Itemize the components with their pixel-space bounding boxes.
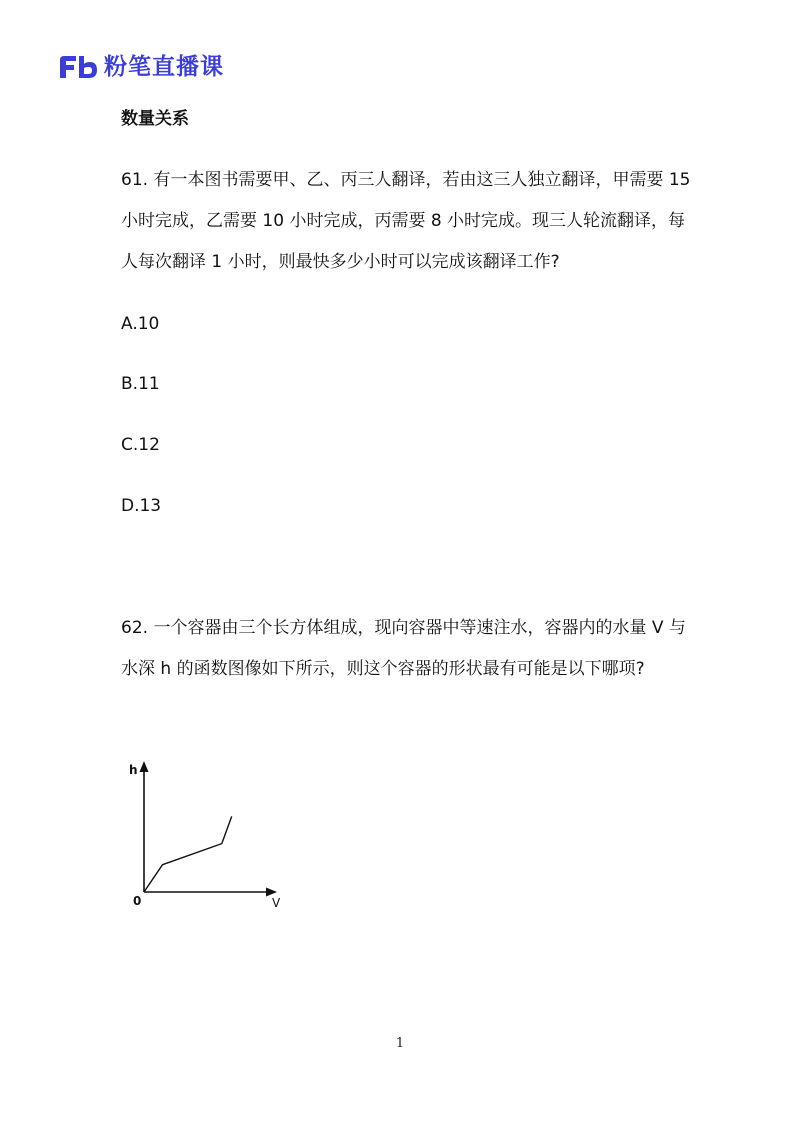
y-axis-arrow <box>140 761 149 772</box>
page-number: 1 <box>395 1036 405 1051</box>
option-d: D.13 <box>121 496 162 516</box>
y-axis-label: h <box>129 763 138 777</box>
fb-logo-icon <box>58 54 98 80</box>
section-title: 数量关系 <box>121 109 189 129</box>
v-h-graph <box>122 756 292 916</box>
question-61-text: 61. 有一本图书需要甲、乙、丙三人翻译，若由这三人独立翻译，甲需要 15 小时完成，乙需要 10 小时完成，丙需要 8 小时完成。现三人轮流翻译，每人每次翻译 1 小时，则最快多少小时可以完成该翻译工作? <box>121 170 691 272</box>
brand-name: 粉笔直播课 <box>104 54 224 80</box>
origin-label: 0 <box>133 894 142 908</box>
option-a: A.10 <box>121 314 160 334</box>
option-c: C.12 <box>121 435 160 455</box>
question-62-text: 62. 一个容器由三个长方体组成，现向容器中等速注水，容器内的水量 V 与水深 h 的函数图像如下所示，则这个容器的形状最有可能是以下哪项? <box>121 618 686 679</box>
x-axis-label: V <box>272 896 281 910</box>
option-b: B.11 <box>121 374 160 394</box>
brand-logo <box>58 53 224 81</box>
series-line <box>144 816 232 892</box>
